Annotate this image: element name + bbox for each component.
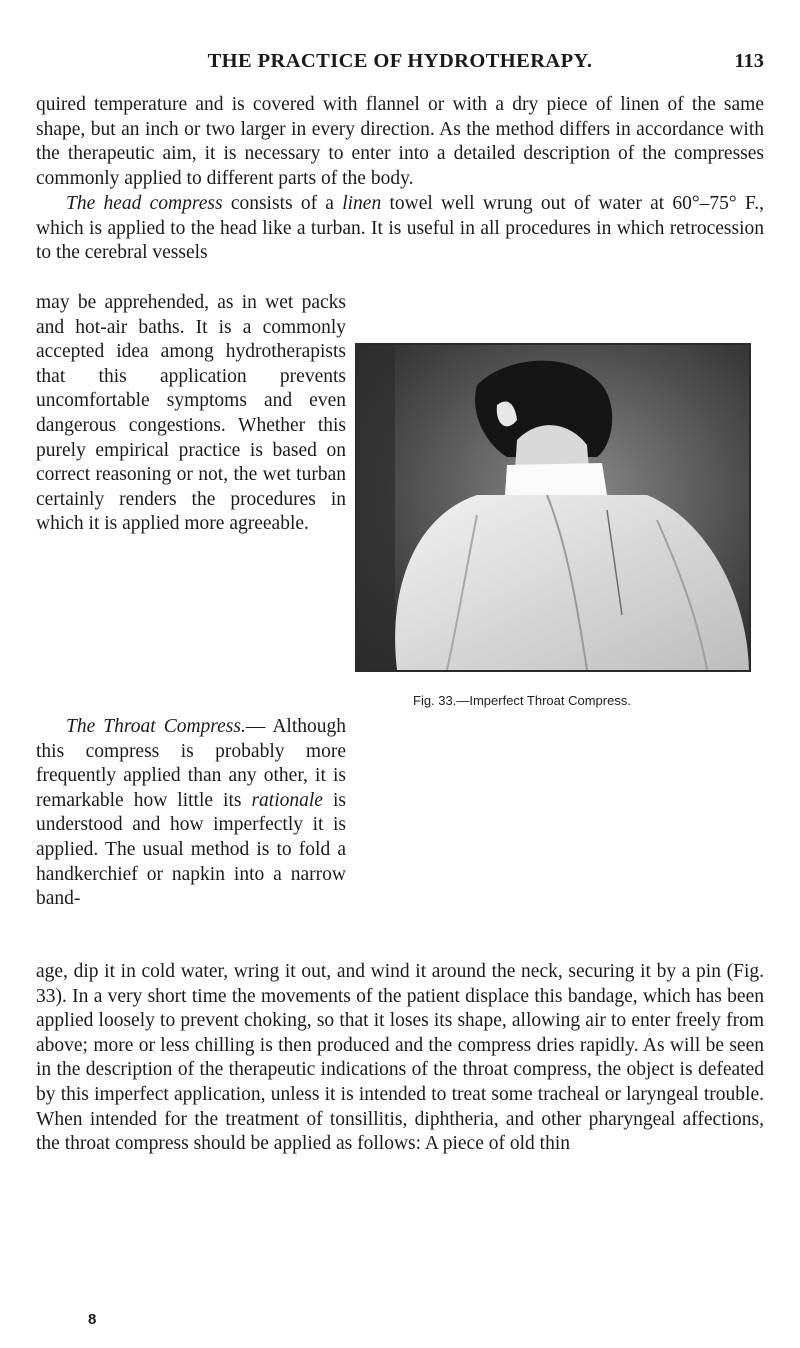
throat-compress-heading: The Throat Compress. [66,716,246,737]
signature-mark: 8 [88,1311,97,1328]
paragraph-head-compress-continued: may be apprehended, as in wet packs and hot-air baths. It is a commonly accepted idea among hydrotherapists that this application prevents uncomfortable symptoms and even dangerous congestions. Whether this purely empirical practice is based on correct reasoning or not, the wet turban certainly renders the procedures in which it is applied more agreeable. [36,292,346,535]
paragraph-head-compress: The head compress consists of a linen towel well wrung out of water at 60°–75° F., which is applied to the head like a turban. It is useful in all procedures in which retrocession to the cerebral vessels [36,193,764,264]
running-head [36,50,764,80]
head-compress-heading: The head compress [66,193,223,214]
running-head-title: THE PRACTICE OF HYDROTHERAPY. [207,50,593,72]
figure-caption: Fig. 33.—Imperfect Throat Compress. [413,693,631,708]
paragraph-throat-compress: The Throat Compress.— Although this compress is probably more frequently applied than any other, it is remarkable how little its rationale is understood and how imperfectly it is applied. The usual method is to fold a handkerchief or napkin into a narrow band- [36,716,347,910]
linen-emphasis: linen [342,193,382,214]
paragraph-throat-compress-continued: age, dip it in cold water, wring it out, and wind it around the neck, securing it by a pin (Fig. 33). In a very short time the movements of the patient displace this bandage, which has been applied loosely to prevent choking, so that it loses its shape, allowing air to enter freely from above; more or less chilling is then produced and the compress dries rapidly. As will be seen in the description of the therapeutic indications of the throat compress, the object is defeated by this imperfect application, unless it is intended to treat some tracheal or laryngeal trouble. When intended for the treatment of tonsillitis, diphtheria, and other pharyngeal affections, the throat compress should be applied as follows: A piece of old thin [36,961,764,1155]
figure-throat-compress-photo [355,343,751,672]
paragraph-compresses-intro: quired temperature and is covered with flannel or with a dry piece of linen of the same shape, but an inch or two larger in every direction. As the method differs in accordance with the therapeutic aim, it is necessary to enter into a detailed description of the compresses commonly applied to different parts of the body. [36,94,764,189]
page-number: 113 [734,50,764,72]
rationale-emphasis: rationale [251,789,323,811]
